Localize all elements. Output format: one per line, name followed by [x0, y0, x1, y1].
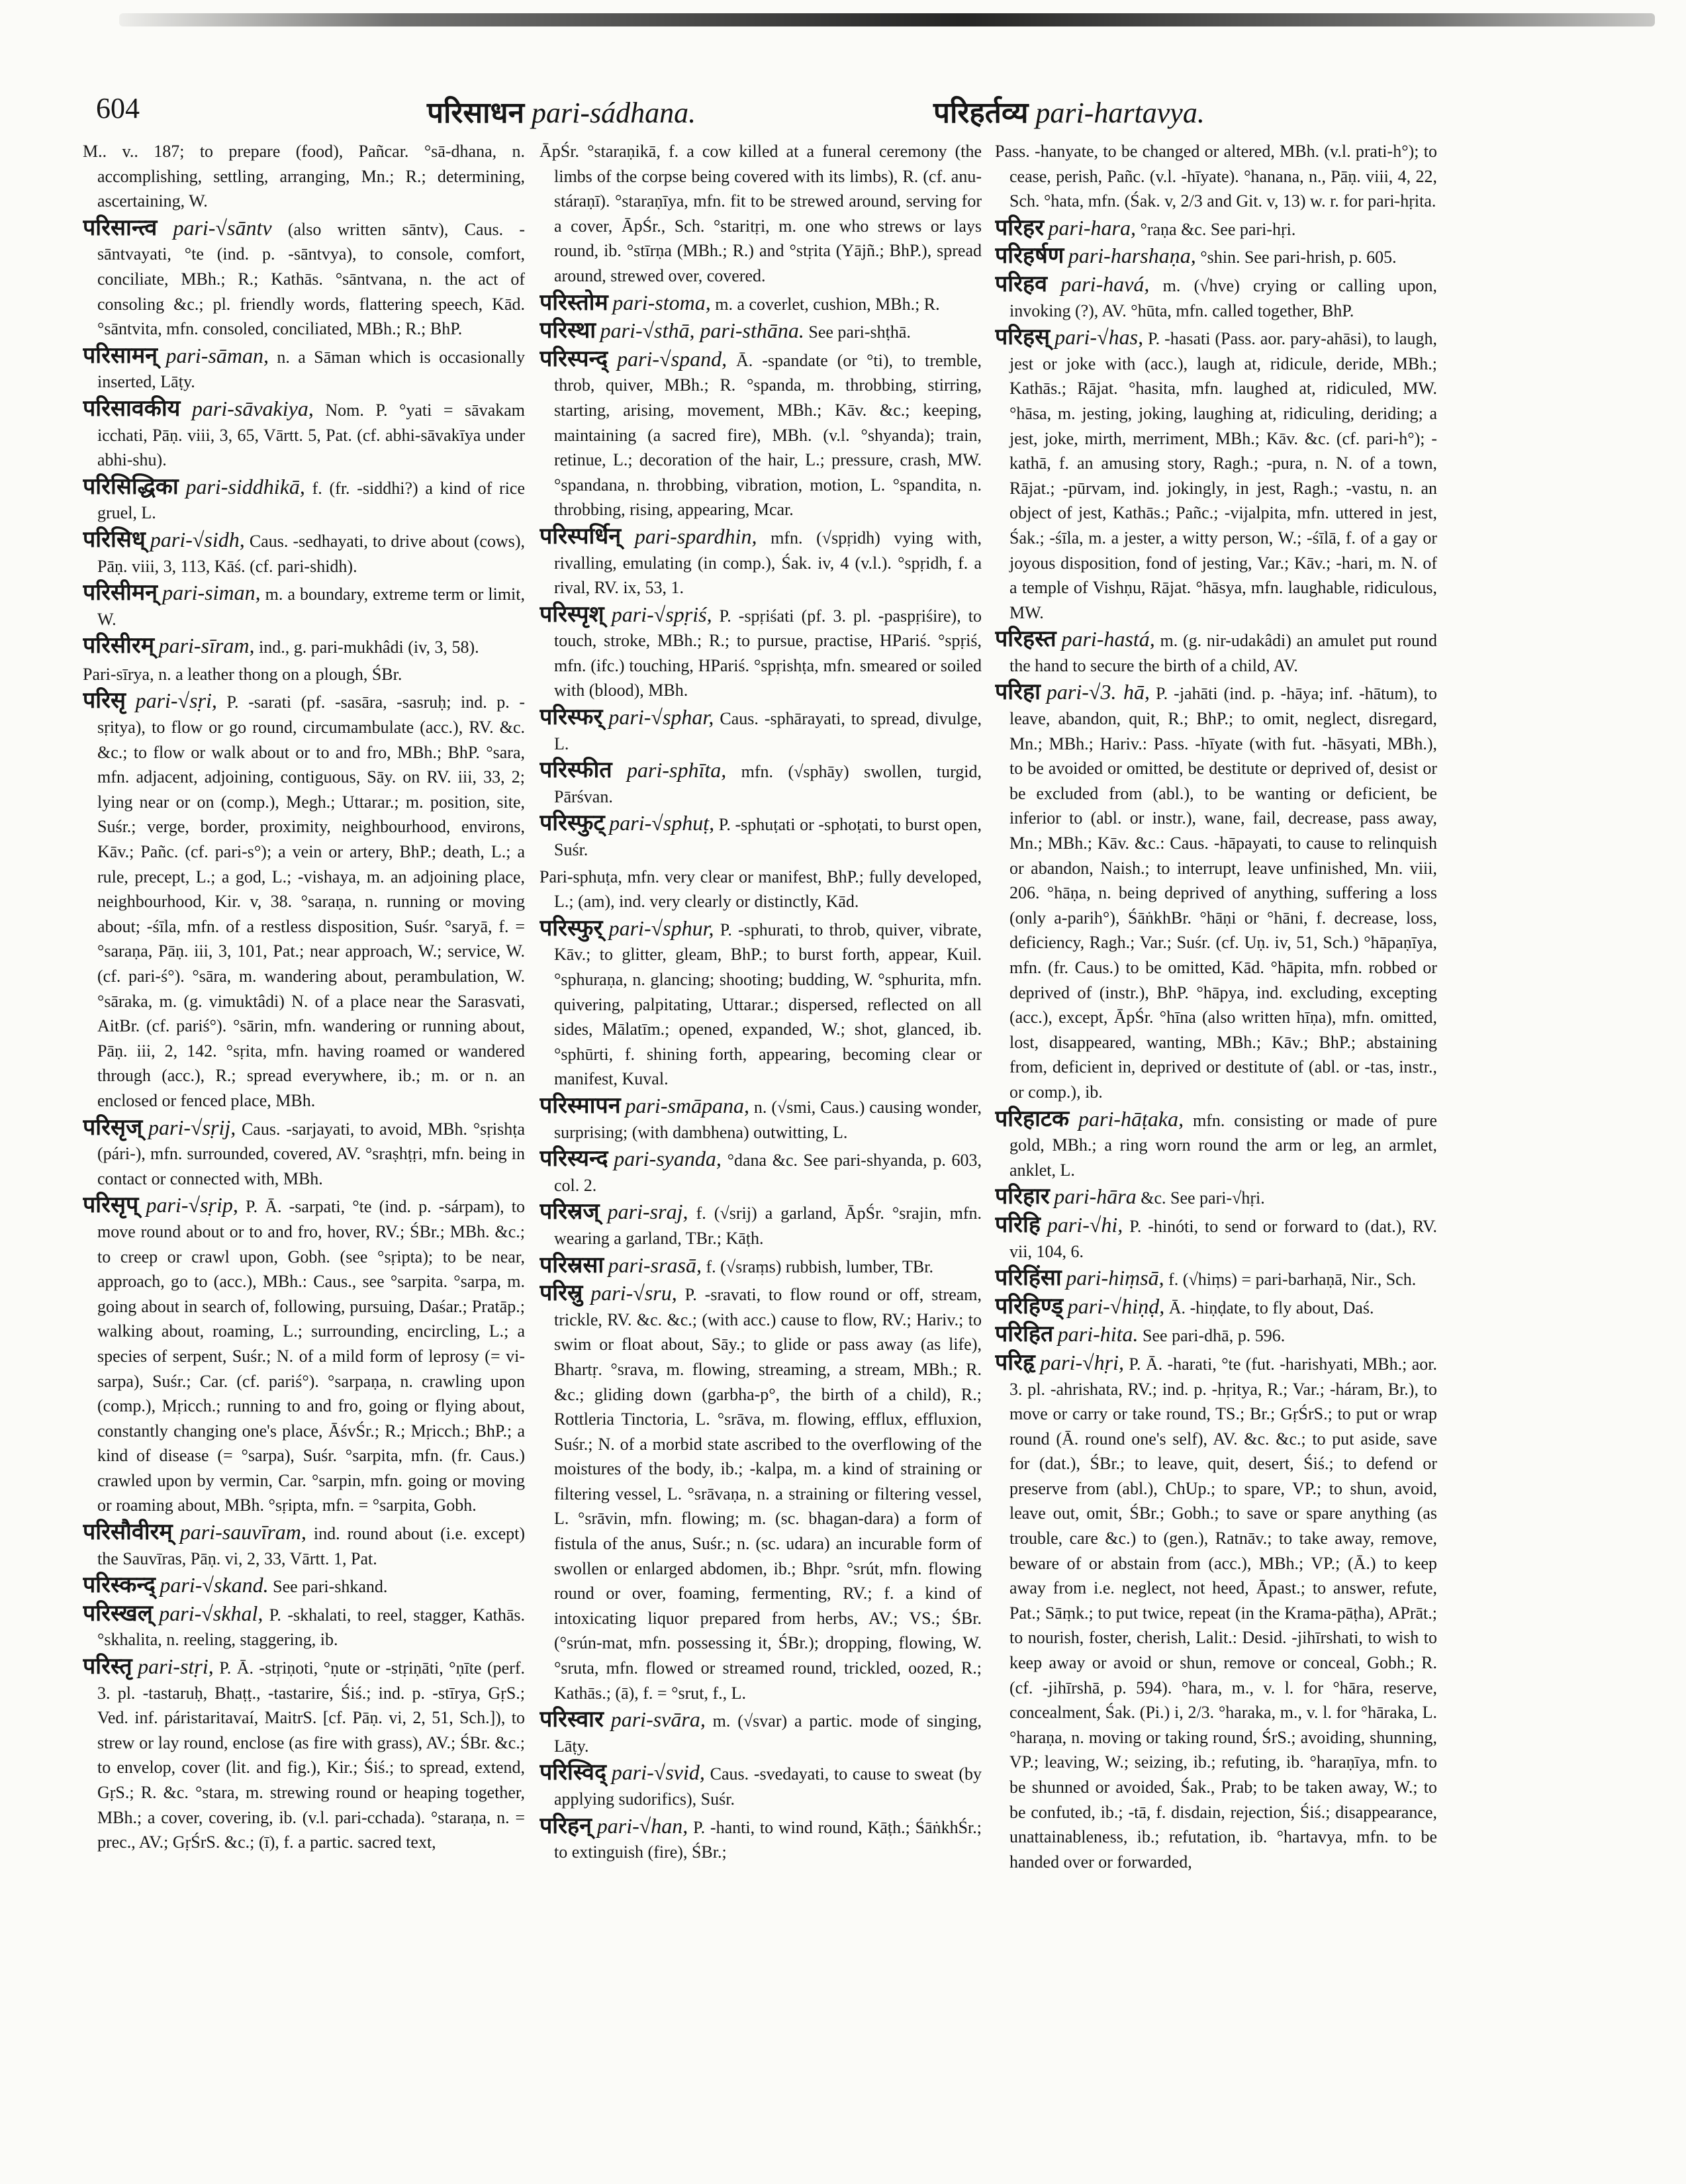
entry-definition: P. -hanti, to wind round, Kāṭh.; ŚāṅkhŚr.; to extinguish (fire), ŚBr.; [554, 1817, 982, 1862]
dictionary-entry [539, 318, 982, 345]
entry-headword: परिसौवीरम् [83, 1519, 173, 1546]
dictionary-entry [539, 1200, 982, 1251]
entry-definition: (also written sāntv), Caus. -sāntvayati, °te (ind. p. -sāntvya), to console, comfort, conciliate, MBh.; R.; Kathās. °sāntvana, n. the act of consoling &c.; pl. friendly words, flattering speech, Kād. °sāntvita, mfn. consoled, conciliated, MBh.; R.; BhP. [97, 219, 525, 339]
entry-definition: f. (√hiṃs) = pari-barhaṇā, Nir., Sch. [1168, 1270, 1417, 1290]
dictionary-entry [539, 865, 982, 914]
entry-transliteration: pari-√has, [1054, 325, 1144, 350]
entry-transliteration: pari-sīram, [158, 634, 255, 658]
entry-transliteration: pari-√sphur, [608, 916, 714, 940]
entry-definition: See pari-dhā, p. 596. [1143, 1326, 1286, 1346]
entry-definition: &c. See pari-√hṛi. [1141, 1188, 1265, 1208]
running-head-left-devanagari: परिसाधन [427, 97, 525, 129]
entry-transliteration: pari-hastá, [1061, 627, 1155, 651]
dictionary-entry [83, 662, 525, 687]
entry-headword: परिहस् [995, 324, 1051, 351]
dictionary-entry [83, 528, 525, 579]
entry-definition: m. (g. nir-udakâdi) an amulet put round the hand to secure the birth of a child, AV. [1009, 631, 1437, 675]
dictionary-entry [995, 139, 1437, 214]
dictionary-entry [83, 216, 525, 342]
dictionary-entry [83, 1601, 525, 1652]
entry-headword: परिसृ [83, 687, 126, 714]
entry-definition: f. (√srij) a garland, ĀpŚr. °srajin, mfn. wearing a garland, TBr.; Kāṭh. [554, 1204, 982, 1248]
entry-definition: Caus. -svedayati, to cause to sweat (by applying sudorifics), Suśr. [554, 1764, 982, 1809]
entry-transliteration: pari-√sphuṭ, [609, 811, 715, 835]
entry-headword: परिस्तृ [83, 1653, 132, 1680]
entry-definition: See pari-shkand. [273, 1577, 388, 1597]
dictionary-entry [539, 139, 982, 289]
dictionary-entry [539, 1814, 982, 1865]
entry-definition: Pass. -hanyate, to be changed or altered, MBh. (v.l. prati-h°); to cease, perish, Pañc. (v.l. -hīyate). °hanana, n., Pāṇ. viii, 4, 22, Sch. °hata, mfn. (Śak. v, 2/3 and Git. v, 13) w. r. for pari-hṛita. [995, 142, 1437, 211]
dictionary-entry [995, 1184, 1437, 1211]
entry-definition: P. Ā. -sarpati, °te (ind. p. -sárpam), to move round about or to and fro, hover, RV.; ŚBr.; MBh. &c.; to creep or crawl upon, Gobh. (see °sṛipta); to be near, approach, go to (acc.), MBh.: Caus., see °sarpita. °sarpa, m. going about in search of, following, pursuing, Daśar.; Pratāp.; walking about, roaming, L.; surrounding, encircling, L.; a species of serpent, Suśr.; N. of a mild form of leprosy (= vi-sarpa), Suśr.; Car. (cf. pariś°). °sarpaṇa, n. crawling upon (comp.), Mṛicch.; running to and fro, going or flying about, constantly changing one's place, ĀśvŚr.; R.; Mṛicch.; BhP.; a kind of disease (= °sarpa), Suśr. °sarpita, mfn. (fr. Caus.) crawled upon by vermin, Car. °sarpin, mfn. going or moving or roaming about, MBh. °sṛipta, mfn. = °sarpita, Gobh. [97, 1197, 525, 1515]
dictionary-entry [83, 581, 525, 632]
entry-transliteration: pari-√sru, [590, 1281, 677, 1306]
entry-headword: परिस्फुट् [539, 810, 605, 837]
dictionary-entry [995, 1351, 1437, 1874]
entry-transliteration: pari-hāra [1054, 1184, 1137, 1209]
entry-headword: परिसान्त्व [83, 214, 158, 241]
entry-transliteration: pari-syanda, [614, 1147, 722, 1171]
entry-headword: परिहा [995, 679, 1041, 706]
entry-headword: परिस्रसा [539, 1251, 604, 1278]
entry-headword: परिस्तोम [539, 289, 608, 316]
entry-definition: f. (fr. -siddhi?) a kind of rice gruel, L. [97, 478, 525, 523]
entry-headword: परिस्था [539, 317, 596, 344]
entry-headword: परिस्पर्धिन् [539, 522, 622, 549]
entry-definition: °shin. See pari-hrish, p. 605. [1200, 248, 1397, 267]
entry-transliteration: pari-hita. [1057, 1322, 1139, 1347]
entry-transliteration: pari-sāman, [165, 343, 269, 367]
entry-headword: परिसिद्धिका [83, 473, 179, 500]
entry-transliteration: pari-√sidh, [150, 527, 245, 551]
entry-headword: परिस्खल् [83, 1599, 153, 1627]
entry-transliteration: pari-√hi, [1047, 1212, 1123, 1237]
entry-transliteration: pari-havá, [1060, 271, 1150, 296]
entry-definition: Caus. -sedhayati, to drive about (cows), Pāṇ. viii, 3, 113, Kāś. (cf. pari-shidh). [97, 531, 525, 576]
entry-definition: ind. round about (i.e. except) the Sauvīras, Pāṇ. vi, 2, 33, Vārtt. 1, Pat. [97, 1524, 525, 1568]
dictionary-entry [995, 1107, 1437, 1183]
entry-transliteration: pari-√han, [596, 1813, 688, 1838]
dictionary-entry [539, 1281, 982, 1705]
entry-headword: परिस्फीत [539, 757, 612, 784]
entry-headword: परिहन् [539, 1812, 592, 1839]
entry-headword: परिसृज् [83, 1114, 143, 1141]
dictionary-entry [83, 397, 525, 473]
entry-definition: P. -spṛiśati (pf. 3. pl. -paspṛiśire), to touch, stroke, MBh.; R.; to pursue, practise, HPariś. °spṛiś, mfn. (ifc.) touching, HPariś. °spṛishṭa, mfn. smeared or soiled with (blood), MBh. [554, 606, 982, 700]
entry-headword: परिस्फर् [539, 704, 603, 731]
dictionary-entry [995, 216, 1437, 242]
entry-definition: P. -sravati, to flow round or off, stream, trickle, RV. &c. &c.; (with acc.) cause to flow, RV.; Hariv.; to swim or float about, Sāy.; to glide or pass away (as life), Bhartṛ. °srava, m. flowing, streaming, a stream, MBh.; R. &c.; gliding down (garbha-p°, the birth of a child), R.; Rottleria Tinctoria, L. °srāva, m. flowing, efflux, effluxion, Suśr.; N. of a morbid state ascribed to the overflowing of the moistures of the body, ib.; -kalpa, m. a kind of straining or filtering vessel, L. °srāvaṇa, n. a straining or filtering vessel, L. °srāvin, mfn. flowing; m. (sc. bhagan-dara) a form of fistula of the anus, Suśr.; n. (sc. udara) an incurable form of swollen or enlarged abdomen, ib.; Bhpr. °srút, mfn. flowing round or over, foaming, fermenting, RV.; f. a kind of intoxicating liquor prepared from herbs, AV.; VS.; ŚBr. (°srún-mat, mfn. possessing it, ŚBr.); dropping, flowing, W. °sruta, mfn. flowed or streamed round, trickled, oozed, R.; Kathās.; (ā), f. = °srut, f., L. [554, 1285, 982, 1703]
dictionary-entry [539, 1253, 982, 1280]
entry-definition: P. -sarati (pf. -sasāra, -sasruḥ; ind. p. -sṛitya), to flow or go round, circumambulate (acc.), RV. &c. &c.; to flow or walk about or to and fro, MBh.; BhP. °sara, mfn. adjacent, adjoining, contiguous, Sāy. on RV. iii, 33, 2; lying near or on (comp.), Megh.; Uttarar.; m. position, site, Suśr.; verge, border, proximity, neighbourhood, environs, Kāv.; Pañc. (cf. pari-s°); a vein or artery, BhP.; death, L.; a rule, precept, L.; a god, L.; -vishaya, m. an adjoining place, neighbourhood, Kir. v, 38. °saraṇa, n. running or moving about; -śīla, mfn. of a restless disposition, Suśr. °saryā, f. = °saraṇa, Pāṇ. iii, 3, 101, Pat.; near approach, W.; service, W. (cf. pari-ś°). °sāra, m. wandering about, perambulation, W. °sāraka, m. (g. vimuktâdi) N. of a place near the Sarasvati, AitBr. (cf. pariś°). °sārin, mfn. wandering or running about, Pāṇ. iii, 2, 142. °sṛita, mfn. having roamed or wandered through (acc.), R.; spread everywhere, ib.; m. or n. an enclosed or fenced place, MBh. [97, 692, 525, 1110]
entry-headword: परिहित [995, 1321, 1054, 1348]
page-header [83, 86, 1585, 132]
entry-transliteration: pari-√skand. [160, 1573, 269, 1597]
dictionary-entry [539, 524, 982, 600]
entry-definition: M.. v.. 187; to prepare (food), Pañcar. °sā-dhana, n. accomplishing, settling, arranging, Mn.; R.; determining, ascertaining, W. [83, 142, 525, 211]
entry-definition: ind., g. pari-mukhâdi (iv, 3, 58). [258, 638, 479, 657]
entry-transliteration: pari-√svid, [611, 1760, 705, 1785]
entry-headword: परिस्पृश् [539, 600, 604, 628]
dictionary-entry [83, 1654, 525, 1855]
dictionary-entry [83, 688, 525, 1113]
entry-headword: परिस्विद् [539, 1759, 607, 1786]
running-head-right-translit: pari-hartavya. [1035, 97, 1205, 129]
entry-headword: परिहिण्ड् [995, 1292, 1064, 1319]
entry-definition: Pari-sphuṭa, mfn. very clear or manifest, BhP.; fully developed, L.; (am), ind. very clearly or distinctly, Kād. [539, 867, 982, 912]
entry-transliteration: pari-harshaṇa, [1068, 244, 1196, 268]
running-head-left-translit: pari-sádhana. [532, 97, 696, 129]
entry-transliteration: pari-√sṛij, [148, 1115, 236, 1139]
entry-definition: °raṇa &c. See pari-hṛi. [1140, 219, 1296, 239]
entry-headword: परिहृ [995, 1349, 1035, 1376]
entry-headword: परिसृप् [83, 1192, 139, 1219]
entry-transliteration: pari-stṛi, [138, 1654, 214, 1679]
entry-headword: परिस्पन्द् [539, 345, 608, 372]
dictionary-entry [83, 1520, 525, 1571]
dictionary-entry [995, 272, 1437, 323]
entry-headword: परिहव [995, 270, 1047, 297]
entry-transliteration: pari-hāṭaka, [1078, 1106, 1184, 1131]
entry-transliteration: pari-√skhal, [159, 1601, 263, 1625]
entry-transliteration: pari-hara, [1048, 215, 1136, 240]
dictionary-column-1 [83, 139, 525, 2165]
entry-definition: °dana &c. See pari-shyanda, p. 603, col. 2. [554, 1151, 982, 1195]
entry-definition: n. a Sāman which is occasionally inserted, Lāṭy. [97, 347, 525, 392]
entry-transliteration: pari-siddhikā, [185, 474, 305, 499]
dictionary-entry [539, 811, 982, 862]
entry-transliteration: pari-spardhin, [634, 524, 757, 548]
entry-definition: P. -hinóti, to send or forward to (dat.), RV. vii, 104, 6. [1009, 1216, 1437, 1261]
dictionary-entry [539, 347, 982, 522]
entry-transliteration: pari-√sphar, [608, 705, 714, 730]
entry-headword: परिहिंसा [995, 1264, 1062, 1292]
dictionary-entry [995, 325, 1437, 625]
dictionary-entry [539, 602, 982, 703]
dictionary-column-2 [539, 139, 982, 2165]
dictionary-entry [995, 1294, 1437, 1321]
entry-headword: परिस्यन्द [539, 1145, 608, 1172]
running-head-right [933, 91, 1205, 131]
entry-transliteration: pari-srasā, [608, 1253, 702, 1277]
entry-definition: ĀpŚr. °staraṇikā, f. a cow killed at a funeral ceremony (the limbs of the corpse being covered with its limbs), R. (cf. anu-stáraṇī). °staraṇīya, mfn. fit to be strewed around, serving for a cover, ĀpŚr., Sch. °staritṛi, m. one who strews or lays round, ib. °stīrṇa (MBh.; R.) and °stṛita (Yājñ.; BhP.), spread around, strewed over, covered. [539, 142, 982, 285]
entry-definition: n. (√smi, Caus.) causing wonder, surprising; (with dambhena) outwitting, L. [554, 1097, 982, 1142]
entry-headword: परिस्कन्द् [83, 1572, 156, 1599]
running-head-left [427, 91, 696, 131]
entry-transliteration: pari-stoma, [612, 290, 711, 314]
dictionary-entry [539, 1147, 982, 1198]
entry-definition: P. -hasati (Pass. aor. pary-ahāsi), to laugh, jest or joke with (acc.), laugh at, ridicule, deride, MBh.; Kathās.; Rājat. °hasita, mfn. laughed at, ridiculed, MW. °hāsa, m. jesting, joking, laughing at, ridiculing, deriding; a jest, joke, mirth, merriment, MBh.; Kāv. &c. (cf. pari-h°); -kathā, f. an amusing story, Ragh.; -pura, n. N. of a town, Rājat.; -pūrvam, ind. jokingly, in jest, Ragh.; -vastu, n. an object of jest, Kathās.; Pañc.; -vijalpita, mfn. uttered in jest, Śak.; -śīla, m. a jester, a witty person, W.; -śīlā, f. of a gay or joyous disposition, fond of jesting, Var.; Kāv.; -hari, m. N. of a temple of Vishṇu, Rājat. °hāsya, mfn. laughable, ridiculous, MW. [1009, 329, 1437, 622]
entry-definition: P. -skhalati, to reel, stagger, Kathās. °skhalita, n. reeling, staggering, ib. [97, 1605, 525, 1650]
entry-transliteration: pari-sphīta, [627, 758, 727, 783]
entry-headword: परिसामन् [83, 342, 158, 369]
entry-definition: Nom. P. °yati = sāvakam icchati, Pāṇ. viii, 3, 65, Vārtt. 5, Pat. (cf. abhi-sāvakīya under abhi-shu). [97, 400, 525, 470]
entry-headword: परिसावकीय [83, 395, 181, 422]
entry-transliteration: pari-hiṃsā, [1066, 1266, 1164, 1290]
dictionary-entry [539, 916, 982, 1092]
dictionary-entry [83, 1193, 525, 1518]
dictionary-entry [83, 1573, 525, 1599]
entry-definition: See pari-shṭhā. [808, 322, 911, 342]
dictionary-entry [995, 1213, 1437, 1264]
entry-transliteration: pari-√sāntv [173, 215, 272, 240]
entry-definition: mfn. consisting or made of pure gold, MBh.; a ring worn round the arm or leg, an armlet, anklet, L. [1009, 1110, 1437, 1180]
entry-headword: परिसीरम् [83, 632, 155, 659]
entry-definition: m. (√svar) a partic. mode of singing, Lāṭy. [554, 1711, 982, 1756]
entry-headword: परिहि [995, 1211, 1041, 1238]
dictionary-entry [539, 1094, 982, 1145]
dictionary-entry [539, 1760, 982, 1811]
entry-headword: परिसीमन् [83, 579, 158, 606]
entry-definition: m. a boundary, extreme term or limit, W. [97, 585, 525, 629]
entry-headword: परिहर [995, 214, 1044, 241]
entry-definition: mfn. (√spṛidh) vying with, rivalling, emulating (in comp.), Śak. iv, 4 (v.l.). °spṛidh, f. a rival, RV. ix, 53, 1. [554, 528, 982, 598]
entry-definition: f. (√sraṃs) rubbish, lumber, TBr. [706, 1257, 933, 1276]
dictionary-entry [995, 627, 1437, 678]
entry-definition: P. -jahāti (ind. p. -hāya; inf. -hātum), to leave, abandon, quit, R.; BhP.; to omit, neglect, disregard, Mn.; MBh.; Hariv.: Pass. -hīyate (with fut. -hāsyati, MBh.), to be avoided or omitted, be destitute or deprived of, desist or be excluded from (abl.), to be wanting or deficient, be inferior to (abl. or instr.), wane, fail, decrease, pass away, Mn.; MBh.; Kāv. &c.: Caus. -hāpayati, to cause to relinquish or abandon, Naish.; to interrupt, leave unfinished, Mn. viii, 206. °hāṇa, n. being deprived of anything, suffering a loss (only a-parih°), ŚāṅkhBr. °hāṇi or °hāni, f. decrease, loss, deficiency, Ragh.; Var.; Suśr. (cf. Uṇ. iv, 51, Sch.) °hāpaṇīya, mfn. (fr. Caus.) to be omitted, Kād. °hāpita, mfn. robbed or deprived of (instr.), BhP. °hāpya, ind. excluding, excepting (acc.), except, ĀpŚr. °hīna (also written hīṇa), mfn. omitted, lost, disappeared, wanting, MBh.; Kāv.; BhP.; abstaining from, deficient in, deprived or destitute of (abl. or -tas, instr., or comp.), ib. [1009, 684, 1437, 1102]
entry-definition: m. a coverlet, cushion, MBh.; R. [715, 294, 940, 314]
entry-definition: Caus. -sphārayati, to spread, divulge, L. [554, 709, 982, 753]
entry-definition: Pari-sīrya, n. a leather thong on a plough, ŚBr. [83, 664, 402, 684]
entry-headword: परिस्मापन [539, 1092, 621, 1119]
entry-definition: Ā. -spandate (or °ti), to tremble, throb, quiver, MBh.; R. °spanda, m. throbbing, stirring, starting, arising, movement, MBh.; Kāv. &c.; keeping, maintaining (a sacred fire), MBh. (v.l. °shyanda); train, retinue, L.; decoration of the hair, L.; pressure, crash, MW. °spandana, n. throbbing, vibration, motion, L. °spandita, n. throbbing, rising, appearing, Mcar. [554, 350, 982, 520]
entry-definition: P. -sphurati, to throb, quiver, vibrate, Kāv.; to glitter, gleam, BhP.; to burst forth, appear, Kuil. °sphuraṇa, n. glancing; shooting; budding, W. °sphurita, mfn. quivering, palpitating, Uttarar.; dispersed, reflected on all sides, Mālatīm.; opened, expanded, W.; shot, glanced, ib. °sphūrti, f. shining forth, appearing, becoming clear or manifest, Kuval. [554, 920, 982, 1089]
entry-headword: परिहर्षण [995, 242, 1064, 269]
entry-definition: P. Ā. -stṛiṇoti, °ṇute or -stṛiṇāti, °ṇīte (perf. 3. pl. -tastaruḥ, Bhaṭṭ., -tastarire, Śiś.; ind. p. -stīrya, GṛS.; Ved. inf. páristaritavaí, MaitrS. [cf. Pāṇ. vi, 2, 51, Sch.]), to strew or lay round, enclose (as fire with grass), AV.; ŚBr. &c.; to envelop, cover (lit. and fig.), Kir.; Śiś.; to spread, extend, GṛS.; R. &c. °stara, m. strewing round or heaping together, MBh.; a cover, covering, ib. (v.l. pari-cchada). °staraṇa, n. = prec., AV.; GṛŚrS. &c.; (ī), f. a partic. sacred text, [97, 1658, 525, 1852]
entry-transliteration: pari-√3. hā, [1046, 680, 1150, 704]
entry-transliteration: pari-√spṛiś, [611, 602, 712, 626]
entry-transliteration: pari-siman, [162, 581, 261, 605]
dictionary-entry [539, 758, 982, 809]
entry-headword: परिस्रज् [539, 1198, 600, 1225]
entry-definition: Caus. -sarjayati, to avoid, MBh. °sṛishṭa (pári-), mfn. surrounded, covered, AV. °sraṣhṭṛi, mfn. being in contact or connected with, MBh. [97, 1119, 525, 1188]
dictionary-entry [83, 344, 525, 395]
entry-transliteration: pari-√hiṇḍ, [1067, 1294, 1165, 1318]
entry-definition: m. (√hve) crying or calling upon, invoking (?), AV. °hūta, mfn. called together, BhP. [1009, 275, 1437, 320]
entry-transliteration: pari-√spand, [617, 346, 727, 371]
dictionary-entry [995, 244, 1437, 270]
entry-transliteration: pari-svāra, [610, 1707, 706, 1732]
dictionary-entry [539, 291, 982, 317]
entry-transliteration: pari-√sṛi, [135, 688, 217, 713]
dictionary-entry [995, 680, 1437, 1104]
entry-transliteration: pari-sāvakiya, [191, 396, 314, 420]
entry-transliteration: pari-sauvīram, [179, 1520, 306, 1544]
entry-headword: परिस्वार [539, 1706, 604, 1733]
entry-definition: mfn. (√sphāy) swollen, turgid, Pārśvan. [554, 762, 982, 806]
entry-transliteration: pari-sraj, [607, 1200, 688, 1224]
entry-definition: P. -sphuṭati or -sphoṭati, to burst open, Suśr. [554, 815, 982, 860]
dictionary-entry [83, 475, 525, 526]
entry-definition: P. Ā. -harati, °te (fut. -harishyati, MBh.; aor. 3. pl. -ahrishata, RV.; ind. p. -hṛitya, R.; Var.; -háram, Br.), to move or carry or take round, TS.; Br.; GṛŚrS.; to put or wrap round (Ā. round one's self), AV. &c. &c.; to put aside, save for (dat.), ŚBr.; to leave, quit, desert, Śiś.; to defend or preserve from (abl.), ChUp.; to spare, VP.; to shun, avoid, leave out, omit, ŚBr.; Gobh.; to save or spare anything (as trouble, care &c.) to (gen.), Ratnāv.; to take away, remove, beware of or abstain from (acc.), MBh.; VP.; (Ā.) to keep away from i.e. neglect, not heed, Āpast.; to answer, refute, Pat.; Sāṃk.; to put twice, repeat (in the Krama-pāṭha), APrāt.; to nourish, foster, cherish, Lalit.: Desid. -jihīrshati, to wish to keep away or avoid or shun, remove or conceal, Gobh.; R. (cf. -jihīrshā, p. 594). °hara, m., v. l. for °hāra, reserve, concealment, Śak. (Pi.) i, 2/3. °haraka, m., v. l. for °hāraka, L. °haraṇa, n. moving or taking round, ŚrS.; avoiding, shunning, VP.; leaving, W.; seizing, ib.; refuting, ib. °haraṇīya, mfn. to be shunned or avoided, Śak., Prab; to be taken away, W.; to be confuted, ib.; -tā, f. disdain, rejection, Śiś.; disappearance, unattainableness, ib.; refutation, ib. °hartavya, mfn. to be handed over or forwarded, [1009, 1354, 1437, 1872]
dictionary-entry [539, 705, 982, 756]
dictionary-entry [995, 1322, 1437, 1349]
entry-headword: परिहार [995, 1183, 1050, 1210]
entry-headword: परिसिध् [83, 526, 146, 553]
dictionary-entry [83, 1116, 525, 1192]
entry-transliteration: pari-√sṛip, [146, 1193, 238, 1217]
page-number: 604 [96, 92, 140, 124]
entry-headword: परिस्फुर् [539, 914, 603, 941]
scan-edge-band [119, 13, 1655, 26]
entry-headword: परिहाटक [995, 1105, 1070, 1132]
dictionary-entry [83, 139, 525, 214]
entry-definition: Ā. -hiṇḍate, to fly about, Daś. [1168, 1298, 1374, 1317]
dictionary-column-3 [995, 139, 1437, 2165]
entry-headword: परिहस्त [995, 626, 1056, 653]
entry-transliteration: pari-√hṛi, [1040, 1350, 1125, 1374]
dictionary-entry [539, 1707, 982, 1758]
entry-transliteration: pari-smāpana, [625, 1093, 750, 1117]
entry-headword: परिस्रु [539, 1280, 583, 1307]
dictionary-entry [995, 1266, 1437, 1292]
running-head-right-devanagari: परिहर्तव्य [933, 97, 1029, 129]
dictionary-entry [83, 634, 525, 660]
entry-transliteration: pari-√sthā, pari-sthāna. [600, 318, 804, 343]
